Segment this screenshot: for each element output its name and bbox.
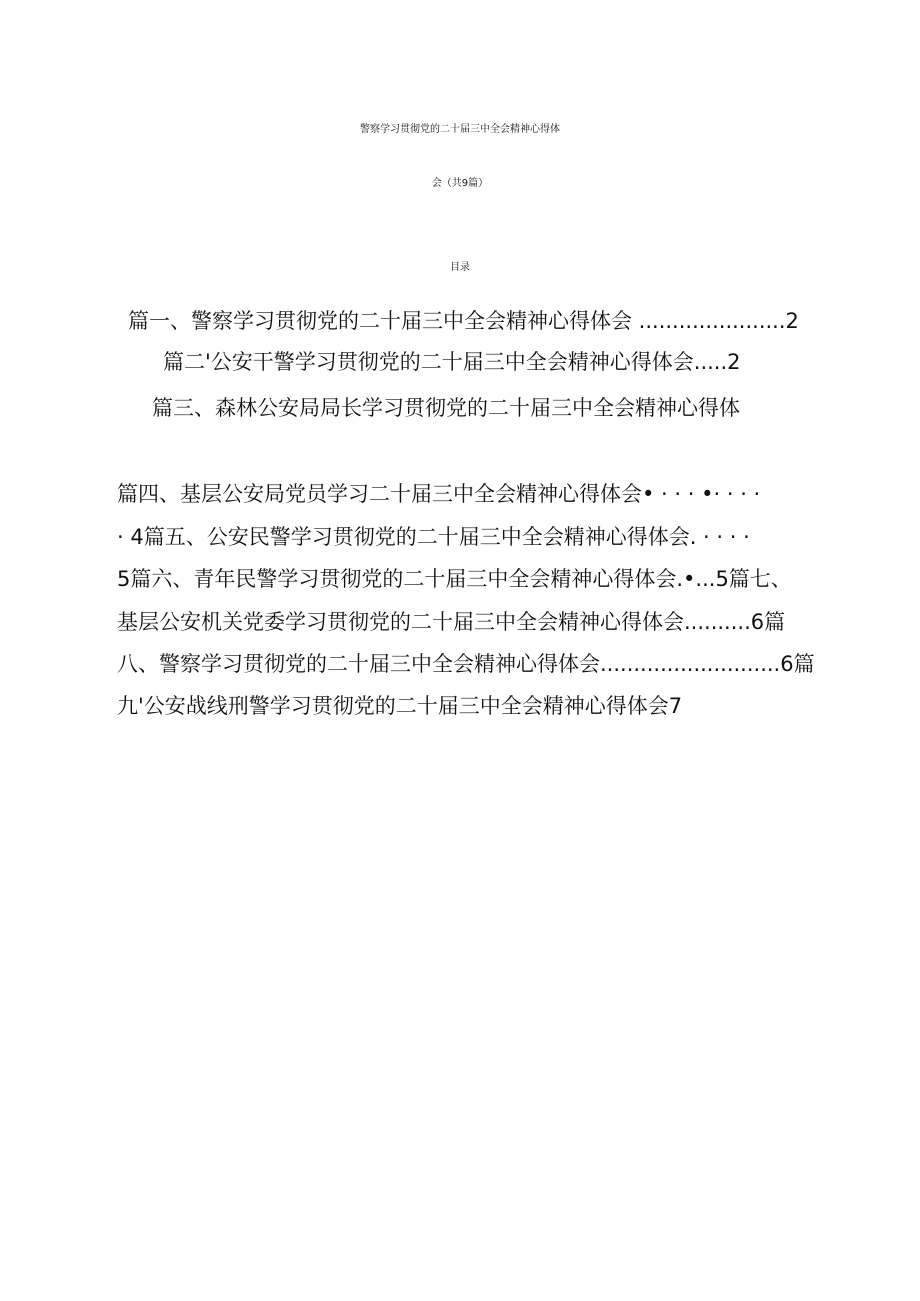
toc-paragraph-line-5[interactable]: 八、警察学习贯彻党的二十届三中全会精神心得体会...........................6篇: [117, 652, 815, 676]
toc-entry-1[interactable]: 篇一、警察学习贯彻党的二十届三中全会精神心得体会 ......................2: [128, 309, 799, 333]
toc-entry-2[interactable]: 篇二'公安干警学习贯彻党的二十届三中全会精神心得体会.....2: [163, 350, 741, 374]
toc-entry-3[interactable]: 篇三、森林公安局局长学习贯彻党的二十届三中全会精神心得体: [152, 396, 740, 420]
toc-heading: 目录: [450, 262, 470, 273]
toc-paragraph-line-4[interactable]: 基层公安机关党委学习贯彻党的二十届三中全会精神心得体会..........6篇: [117, 610, 786, 634]
document-title-line-1: 警察学习贯彻党的二十届三中全会精神心得体: [360, 124, 560, 135]
toc-paragraph-line-6[interactable]: 九'公安战线刑警学习贯彻党的二十届三中全会精神心得体会7: [117, 694, 683, 718]
toc-paragraph-line-2[interactable]: · 4篇五、公安民警学习贯彻党的二十届三中全会精神心得体会. · · · ·: [117, 525, 750, 549]
toc-paragraph-line-1[interactable]: 篇四、基层公安局党员学习二十届三中全会精神心得体会• · · · •· · · ·: [117, 482, 761, 506]
toc-paragraph-line-3[interactable]: 5篇六、青年民警学习贯彻党的二十届三中全会精神心得体会.•...5篇七、: [117, 567, 792, 591]
document-title-line-2: 会（共9篇）: [431, 178, 489, 189]
